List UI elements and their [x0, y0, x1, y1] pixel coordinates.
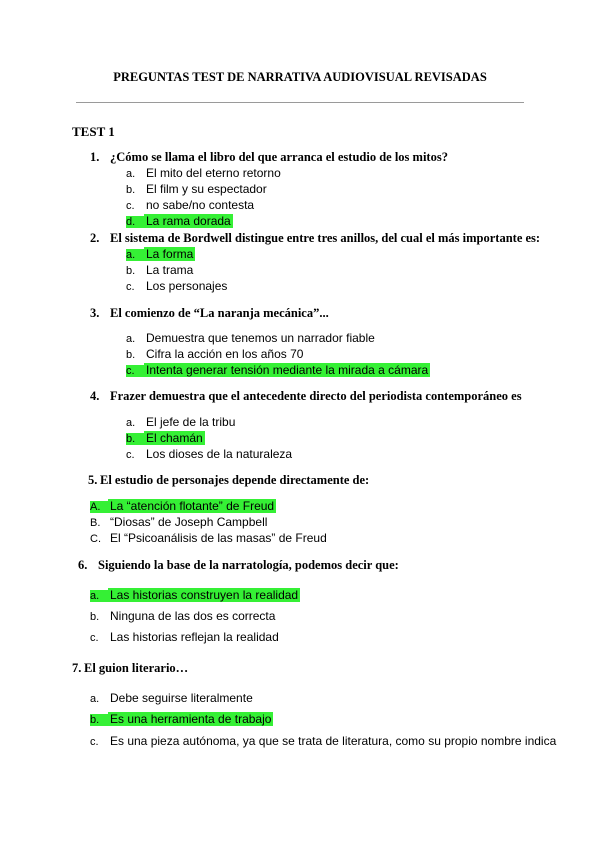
option-text: Las historias construyen la realidad	[110, 588, 299, 602]
option-7b	[90, 712, 273, 726]
option-3b	[126, 347, 305, 361]
option-letter: c.	[90, 736, 99, 748]
option-text: El film y su espectador	[146, 182, 267, 196]
option-letter: b.	[90, 714, 108, 726]
option-4a	[126, 415, 237, 429]
option-letter: b.	[126, 265, 136, 277]
option-7a	[90, 691, 255, 705]
test-label: TEST 1	[72, 124, 115, 139]
option-letter: a.	[126, 333, 136, 345]
option-text: El “Psicoanálisis de las masas” de Freud	[110, 531, 327, 545]
question-number: 3.	[90, 306, 100, 320]
option-letter: d.	[126, 216, 144, 228]
option-text: Intenta generar tensión mediante la mirada a cámara	[146, 363, 429, 377]
option-letter: b.	[126, 433, 144, 445]
option-1c	[126, 198, 256, 212]
option-5b	[90, 515, 269, 529]
question-number: 2.	[90, 231, 100, 245]
question-text: El sistema de Bordwell distingue entre tres anillos, del cual el más importante es:	[110, 231, 541, 245]
option-4c	[126, 447, 294, 461]
option-letter: c.	[90, 632, 99, 644]
title-divider	[76, 102, 524, 103]
question-2	[90, 231, 540, 246]
question-7	[72, 661, 188, 676]
option-text: La “atención flotante” de Freud	[110, 499, 275, 513]
question-text: El comienzo de “La naranja mecánica”...	[110, 306, 329, 320]
option-3a	[126, 331, 377, 345]
option-text: Demuestra que tenemos un narrador fiable	[146, 331, 375, 345]
option-text: Los personajes	[146, 279, 228, 293]
option-6c	[90, 630, 281, 644]
option-text: Las historias reflejan la realidad	[110, 630, 279, 644]
option-text: no sabe/no contesta	[146, 198, 255, 212]
option-7c	[90, 734, 558, 748]
option-text: Es una herramienta de trabajo	[110, 712, 272, 726]
option-5c	[90, 531, 329, 545]
option-text: La forma	[146, 247, 194, 261]
option-text: “Diosas” de Joseph Campbell	[110, 515, 268, 529]
option-text: Cifra la acción en los años 70	[146, 347, 304, 361]
option-letter: b.	[126, 184, 136, 196]
option-letter: b.	[126, 349, 136, 361]
question-1	[90, 150, 448, 165]
option-text: El jefe de la tribu	[146, 415, 236, 429]
question-6	[78, 558, 399, 573]
question-text: El estudio de personajes depende directamente de:	[100, 473, 370, 487]
option-text: El chamán	[146, 431, 203, 445]
option-letter: a.	[90, 693, 100, 705]
option-letter: C.	[90, 533, 101, 545]
option-2c	[126, 279, 229, 293]
question-4	[90, 389, 522, 404]
question-3	[90, 306, 329, 321]
option-letter: A.	[90, 501, 108, 513]
question-text: Frazer demuestra que el antecedente directo del periodista contemporáneo es	[110, 389, 522, 403]
option-letter: a.	[90, 590, 108, 602]
option-text: La trama	[146, 263, 194, 277]
option-4b	[126, 431, 205, 445]
question-text: ¿Cómo se llama el libro del que arranca el estudio de los mitos?	[110, 150, 448, 164]
question-5	[88, 473, 369, 488]
question-number: 4.	[90, 389, 100, 403]
option-2b	[126, 263, 195, 277]
option-text: Debe seguirse literalmente	[110, 691, 253, 705]
option-5a	[90, 499, 276, 513]
option-letter: c.	[126, 281, 135, 293]
option-letter: a.	[126, 168, 136, 180]
option-letter: c.	[126, 449, 135, 461]
option-letter: a.	[126, 417, 136, 429]
option-letter: b.	[90, 611, 100, 623]
option-3c	[126, 363, 430, 377]
option-6a	[90, 588, 300, 602]
option-text: Es una pieza autónoma, ya que se trata de literatura, como su propio nombre indica	[110, 734, 557, 748]
question-number: 6.	[78, 558, 88, 572]
question-number: 5.	[88, 473, 98, 487]
option-2a	[126, 247, 195, 261]
page-title: PREGUNTAS TEST DE NARRATIVA AUDIOVISUAL REVISADAS	[113, 70, 487, 84]
option-letter: a.	[126, 249, 144, 261]
question-number: 1.	[90, 150, 100, 164]
question-number: 7.	[72, 661, 82, 675]
option-6b	[90, 609, 277, 623]
option-text: Ninguna de las dos es correcta	[110, 609, 276, 623]
option-1b	[126, 182, 269, 196]
option-1d	[126, 214, 233, 228]
option-letter: c.	[126, 200, 135, 212]
option-letter: B.	[90, 517, 101, 529]
option-text: El mito del eterno retorno	[146, 166, 281, 180]
question-text: Siguiendo la base de la narratología, podemos decir que:	[98, 558, 399, 572]
question-text: El guion literario…	[84, 661, 189, 675]
option-letter: c.	[126, 365, 144, 377]
option-1a	[126, 166, 283, 180]
option-text: La rama dorada	[146, 214, 231, 228]
option-text: Los dioses de la naturaleza	[146, 447, 293, 461]
